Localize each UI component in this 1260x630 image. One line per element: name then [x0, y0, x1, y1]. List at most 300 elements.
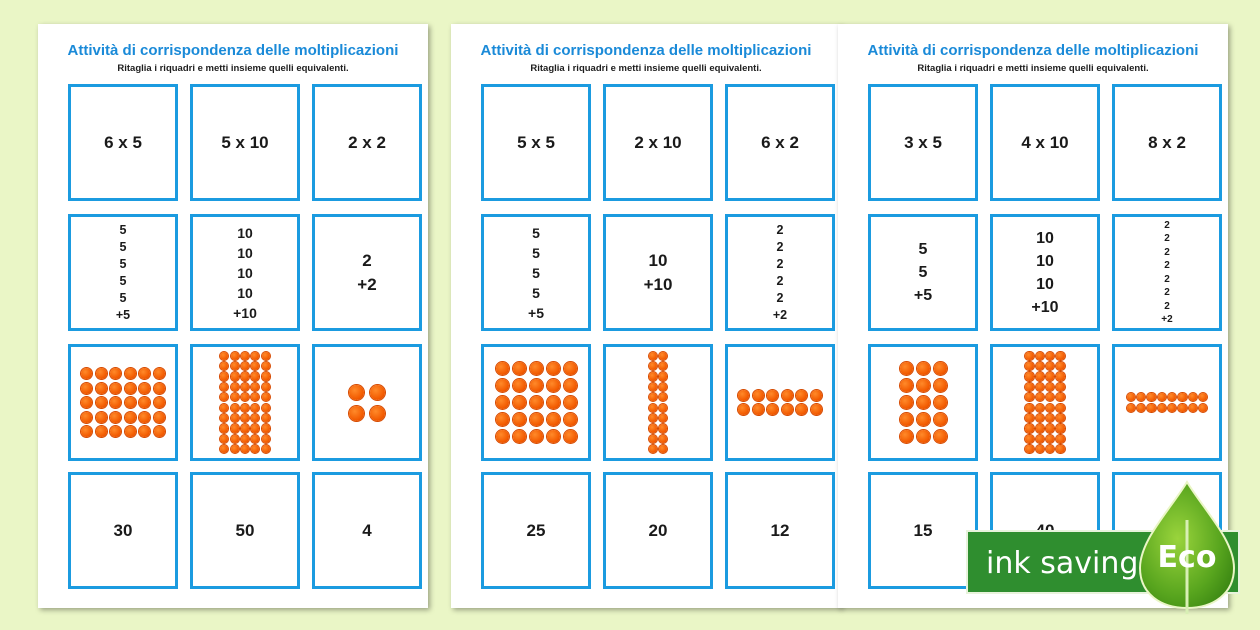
addend: 2: [776, 239, 784, 254]
counter-dot: [1036, 435, 1044, 443]
counter-dot: [231, 362, 239, 370]
addend: 5: [532, 284, 540, 301]
counter-dot: [934, 413, 947, 426]
counter-dot: [1046, 393, 1054, 401]
counter-dot: [231, 383, 239, 391]
addend: 5: [532, 244, 540, 261]
addend: 5: [119, 239, 127, 254]
counter-dot: [125, 383, 136, 394]
counter-dot: [767, 390, 778, 401]
counter-dot: [231, 372, 239, 380]
counter-dot: [1137, 404, 1145, 412]
counter-dot: [1046, 435, 1054, 443]
counter-dot: [110, 426, 121, 437]
addend: 5: [532, 264, 540, 281]
counter-dot: [934, 362, 947, 375]
counter-dot: [811, 404, 822, 415]
addend: 5: [918, 241, 928, 258]
counter-dot: [241, 383, 249, 391]
answer-value: 25: [526, 520, 546, 540]
counter-dot: [753, 404, 764, 415]
counter-dot: [154, 412, 165, 423]
counter-dot: [649, 362, 657, 370]
sheet-subtitle: Ritaglia i riquadri e metti insieme quelli equivalenti.: [530, 63, 762, 74]
counter-dot: [1036, 383, 1044, 391]
counter-dot: [1036, 404, 1044, 412]
counter-dot: [262, 445, 270, 453]
counter-dot: [917, 362, 930, 375]
counter-dot: [1127, 393, 1135, 401]
counter-dot: [81, 426, 92, 437]
counter-dot: [1168, 404, 1176, 412]
addend: +5: [115, 307, 131, 322]
counter-dot: [649, 424, 657, 432]
counter-dot: [139, 368, 150, 379]
counter-dot: [81, 412, 92, 423]
counter-dot: [1056, 393, 1064, 401]
multiplication-expression: 2 x 2: [348, 132, 386, 152]
counter-dot: [1199, 393, 1207, 401]
sheet-subtitle: Ritaglia i riquadri e metti insieme quelli equivalenti.: [917, 63, 1149, 74]
dot-array: [81, 368, 165, 437]
addend: +10: [1031, 298, 1059, 316]
counter-dot: [262, 414, 270, 422]
counter-dot: [1025, 435, 1033, 443]
addend: 10: [1036, 229, 1054, 247]
repeated-addition-card: [1112, 214, 1222, 331]
answer-card: [868, 472, 978, 589]
counter-dot: [1056, 445, 1064, 453]
counter-dot: [564, 362, 577, 375]
counter-dot: [251, 404, 259, 412]
counter-dot: [1036, 393, 1044, 401]
counter-dot: [1189, 393, 1197, 401]
counter-dot: [262, 352, 270, 360]
multiplication-card: [990, 84, 1100, 201]
counter-dot: [900, 413, 913, 426]
addend: 2: [362, 250, 372, 270]
counter-dot: [1025, 393, 1033, 401]
counter-dot: [1025, 445, 1033, 453]
answer-card: [725, 472, 835, 589]
addend: +10: [643, 274, 673, 294]
counter-dot: [1178, 393, 1186, 401]
counter-dot: [1025, 383, 1033, 391]
dot-array-card: [312, 344, 422, 461]
counter-dot: [659, 362, 667, 370]
counter-dot: [241, 362, 249, 370]
eco-label: Eco: [1157, 540, 1217, 575]
counter-dot: [110, 368, 121, 379]
counter-dot: [917, 413, 930, 426]
multiplication-card: [190, 84, 300, 201]
dot-array-card: [990, 344, 1100, 461]
addend: 10: [648, 250, 668, 270]
counter-dot: [547, 362, 560, 375]
counter-dot: [220, 362, 228, 370]
addend: 2: [1164, 273, 1170, 285]
counter-dot: [934, 430, 947, 443]
counter-dot: [513, 379, 526, 392]
multiplication-card: [1112, 84, 1222, 201]
counter-dot: [659, 404, 667, 412]
counter-dot: [530, 379, 543, 392]
counter-dot: [231, 404, 239, 412]
addend: 2: [776, 222, 784, 237]
counter-dot: [1147, 404, 1155, 412]
counter-dot: [81, 368, 92, 379]
worksheet-page: [38, 24, 428, 608]
dot-array: [900, 362, 947, 443]
counter-dot: [125, 368, 136, 379]
counter-dot: [513, 396, 526, 409]
counter-dot: [496, 396, 509, 409]
counter-dot: [1056, 362, 1064, 370]
counter-dot: [934, 396, 947, 409]
counter-dot: [154, 383, 165, 394]
addend: 2: [1164, 260, 1170, 271]
counter-dot: [649, 372, 657, 380]
addend: 2: [776, 256, 784, 271]
addend: 2: [1164, 287, 1170, 298]
counter-dot: [241, 414, 249, 422]
counter-dot: [220, 445, 228, 453]
counter-dot: [659, 445, 667, 453]
counter-dot: [513, 362, 526, 375]
counter-dot: [649, 383, 657, 391]
multiplication-card: [603, 84, 713, 201]
dot-array-card: [481, 344, 591, 461]
counter-dot: [1056, 383, 1064, 391]
counter-dot: [796, 390, 807, 401]
counter-dot: [1147, 393, 1155, 401]
multiplication-expression: 4 x 10: [1021, 132, 1069, 152]
counter-dot: [251, 352, 259, 360]
sheet-title: Attività di corrispondenza delle moltiplicazioni: [67, 42, 399, 59]
worksheet-page: [451, 24, 841, 608]
answer-value: 20: [648, 520, 668, 540]
counter-dot: [139, 426, 150, 437]
dot-array: [1127, 393, 1208, 412]
repeated-addition-card: [190, 214, 300, 331]
counter-dot: [496, 379, 509, 392]
counter-dot: [900, 362, 913, 375]
counter-dot: [349, 385, 364, 400]
addend: 2: [1164, 219, 1170, 231]
dot-array-card: [68, 344, 178, 461]
counter-dot: [1046, 383, 1054, 391]
counter-dot: [96, 383, 107, 394]
counter-dot: [1046, 414, 1054, 422]
multiplication-card: [312, 84, 422, 201]
counter-dot: [900, 430, 913, 443]
counter-dot: [564, 430, 577, 443]
dot-array: [220, 352, 270, 454]
counter-dot: [496, 430, 509, 443]
counter-dot: [231, 393, 239, 401]
counter-dot: [1025, 424, 1033, 432]
counter-dot: [753, 390, 764, 401]
addend: 2: [1164, 233, 1170, 244]
counter-dot: [796, 404, 807, 415]
counter-dot: [251, 383, 259, 391]
counter-dot: [1189, 404, 1197, 412]
repeated-addition-card: [68, 214, 178, 331]
counter-dot: [530, 362, 543, 375]
counter-dot: [139, 412, 150, 423]
answer-value: 15: [913, 520, 933, 540]
counter-dot: [1056, 424, 1064, 432]
repeated-addition: [773, 222, 787, 324]
counter-dot: [1046, 445, 1054, 453]
repeated-addition: [116, 222, 130, 324]
answer-value: 4: [362, 520, 372, 540]
counter-dot: [782, 390, 793, 401]
counter-dot: [262, 424, 270, 432]
counter-dot: [1046, 424, 1054, 432]
answer-value: 12: [770, 520, 790, 540]
counter-dot: [154, 368, 165, 379]
counter-dot: [1046, 372, 1054, 380]
counter-dot: [513, 413, 526, 426]
counter-dot: [110, 397, 121, 408]
counter-dot: [125, 426, 136, 437]
counter-dot: [139, 383, 150, 394]
answer-value: 30: [113, 520, 133, 540]
repeated-addition: [644, 249, 673, 297]
counter-dot: [1056, 372, 1064, 380]
counter-dot: [241, 424, 249, 432]
repeated-addition: [233, 223, 257, 323]
counter-dot: [110, 383, 121, 394]
dot-array: [738, 390, 822, 416]
addend: 5: [532, 224, 540, 241]
addend: 5: [119, 256, 127, 271]
counter-dot: [1025, 352, 1033, 360]
multiplication-card: [725, 84, 835, 201]
counter-dot: [782, 404, 793, 415]
addend: 5: [119, 273, 127, 288]
counter-dot: [1046, 352, 1054, 360]
repeated-addition-card: [312, 214, 422, 331]
multiplication-expression: 3 x 5: [904, 132, 942, 152]
dot-array: [1025, 352, 1064, 454]
counter-dot: [1036, 352, 1044, 360]
counter-dot: [496, 413, 509, 426]
repeated-addition-card: [725, 214, 835, 331]
counter-dot: [900, 379, 913, 392]
counter-dot: [649, 435, 657, 443]
counter-dot: [811, 390, 822, 401]
counter-dot: [81, 397, 92, 408]
dot-array-card: [1112, 344, 1222, 461]
counter-dot: [547, 379, 560, 392]
counter-dot: [530, 413, 543, 426]
counter-dot: [900, 396, 913, 409]
addend: +5: [913, 287, 933, 304]
counter-dot: [349, 406, 364, 421]
counter-dot: [564, 413, 577, 426]
counter-dot: [649, 393, 657, 401]
addend: 10: [237, 224, 253, 241]
counter-dot: [917, 379, 930, 392]
counter-dot: [1036, 424, 1044, 432]
counter-dot: [262, 372, 270, 380]
counter-dot: [1046, 362, 1054, 370]
addend: +2: [772, 307, 788, 322]
counter-dot: [251, 445, 259, 453]
counter-dot: [659, 383, 667, 391]
dot-array-card: [725, 344, 835, 461]
counter-dot: [917, 430, 930, 443]
sheet-subtitle: Ritaglia i riquadri e metti insieme quelli equivalenti.: [117, 63, 349, 74]
counter-dot: [1025, 372, 1033, 380]
counter-dot: [241, 352, 249, 360]
counter-dot: [738, 404, 749, 415]
counter-dot: [1056, 404, 1064, 412]
counter-dot: [110, 412, 121, 423]
counter-dot: [231, 414, 239, 422]
counter-dot: [231, 445, 239, 453]
counter-dot: [262, 393, 270, 401]
counter-dot: [1127, 404, 1135, 412]
dot-array-card: [190, 344, 300, 461]
counter-dot: [231, 435, 239, 443]
counter-dot: [659, 435, 667, 443]
counter-dot: [1056, 352, 1064, 360]
addend: +2: [357, 274, 377, 294]
answer-value: 50: [235, 520, 255, 540]
counter-dot: [231, 424, 239, 432]
counter-dot: [564, 396, 577, 409]
counter-dot: [220, 352, 228, 360]
counter-dot: [1025, 362, 1033, 370]
dot-array: [649, 352, 668, 454]
repeated-addition-card: [481, 214, 591, 331]
counter-dot: [220, 383, 228, 391]
counter-dot: [1056, 414, 1064, 422]
counter-dot: [251, 424, 259, 432]
multiplication-expression: 6 x 2: [761, 132, 799, 152]
counter-dot: [513, 430, 526, 443]
dot-array: [496, 362, 577, 443]
repeated-addition: [357, 249, 376, 297]
counter-dot: [231, 352, 239, 360]
counter-dot: [96, 412, 107, 423]
counter-dot: [370, 406, 385, 421]
counter-dot: [767, 404, 778, 415]
counter-dot: [251, 435, 259, 443]
counter-dot: [241, 435, 249, 443]
counter-dot: [96, 368, 107, 379]
counter-dot: [547, 413, 560, 426]
addend: 2: [1164, 246, 1170, 258]
counter-dot: [262, 435, 270, 443]
counter-dot: [649, 352, 657, 360]
answer-card: [312, 472, 422, 589]
counter-dot: [251, 362, 259, 370]
multiplication-card: [868, 84, 978, 201]
counter-dot: [1158, 393, 1166, 401]
dot-array-card: [603, 344, 713, 461]
counter-dot: [530, 396, 543, 409]
addend: +10: [233, 304, 257, 321]
counter-dot: [125, 397, 136, 408]
counter-dot: [1036, 362, 1044, 370]
counter-dot: [934, 379, 947, 392]
counter-dot: [659, 414, 667, 422]
addend: 10: [237, 284, 253, 301]
counter-dot: [262, 404, 270, 412]
sheet-title: Attività di corrispondenza delle moltiplicazioni: [867, 42, 1199, 59]
addend: 10: [1036, 275, 1054, 293]
counter-dot: [1199, 404, 1207, 412]
counter-dot: [96, 426, 107, 437]
addend: 5: [119, 290, 127, 305]
counter-dot: [530, 430, 543, 443]
counter-dot: [1168, 393, 1176, 401]
addend: +5: [528, 304, 544, 321]
counter-dot: [649, 414, 657, 422]
repeated-addition-card: [990, 214, 1100, 331]
dot-array: [349, 385, 385, 421]
multiplication-expression: 6 x 5: [104, 132, 142, 152]
addend: 2: [776, 290, 784, 305]
multiplication-expression: 8 x 2: [1148, 132, 1186, 152]
counter-dot: [220, 435, 228, 443]
counter-dot: [241, 372, 249, 380]
counter-dot: [659, 352, 667, 360]
sheet-title: Attività di corrispondenza delle moltiplicazioni: [480, 42, 812, 59]
repeated-addition: [1161, 219, 1172, 327]
counter-dot: [1158, 404, 1166, 412]
answer-card: [603, 472, 713, 589]
addend: 2: [1164, 300, 1170, 312]
counter-dot: [154, 397, 165, 408]
answer-card: [68, 472, 178, 589]
counter-dot: [1137, 393, 1145, 401]
counter-dot: [251, 393, 259, 401]
multiplication-card: [481, 84, 591, 201]
counter-dot: [370, 385, 385, 400]
counter-dot: [251, 414, 259, 422]
counter-dot: [251, 372, 259, 380]
counter-dot: [1036, 414, 1044, 422]
counter-dot: [220, 424, 228, 432]
dot-array-card: [868, 344, 978, 461]
counter-dot: [564, 379, 577, 392]
counter-dot: [241, 404, 249, 412]
counter-dot: [96, 397, 107, 408]
counter-dot: [1025, 414, 1033, 422]
addend: 5: [119, 222, 127, 237]
counter-dot: [262, 383, 270, 391]
counter-dot: [659, 393, 667, 401]
addend: 2: [776, 273, 784, 288]
answer-card: [190, 472, 300, 589]
repeated-addition-card: [868, 214, 978, 331]
counter-dot: [547, 396, 560, 409]
counter-dot: [547, 430, 560, 443]
counter-dot: [220, 414, 228, 422]
multiplication-card: [68, 84, 178, 201]
counter-dot: [81, 383, 92, 394]
counter-dot: [220, 393, 228, 401]
counter-dot: [738, 390, 749, 401]
counter-dot: [649, 445, 657, 453]
addend: 5: [918, 264, 928, 281]
counter-dot: [1036, 372, 1044, 380]
